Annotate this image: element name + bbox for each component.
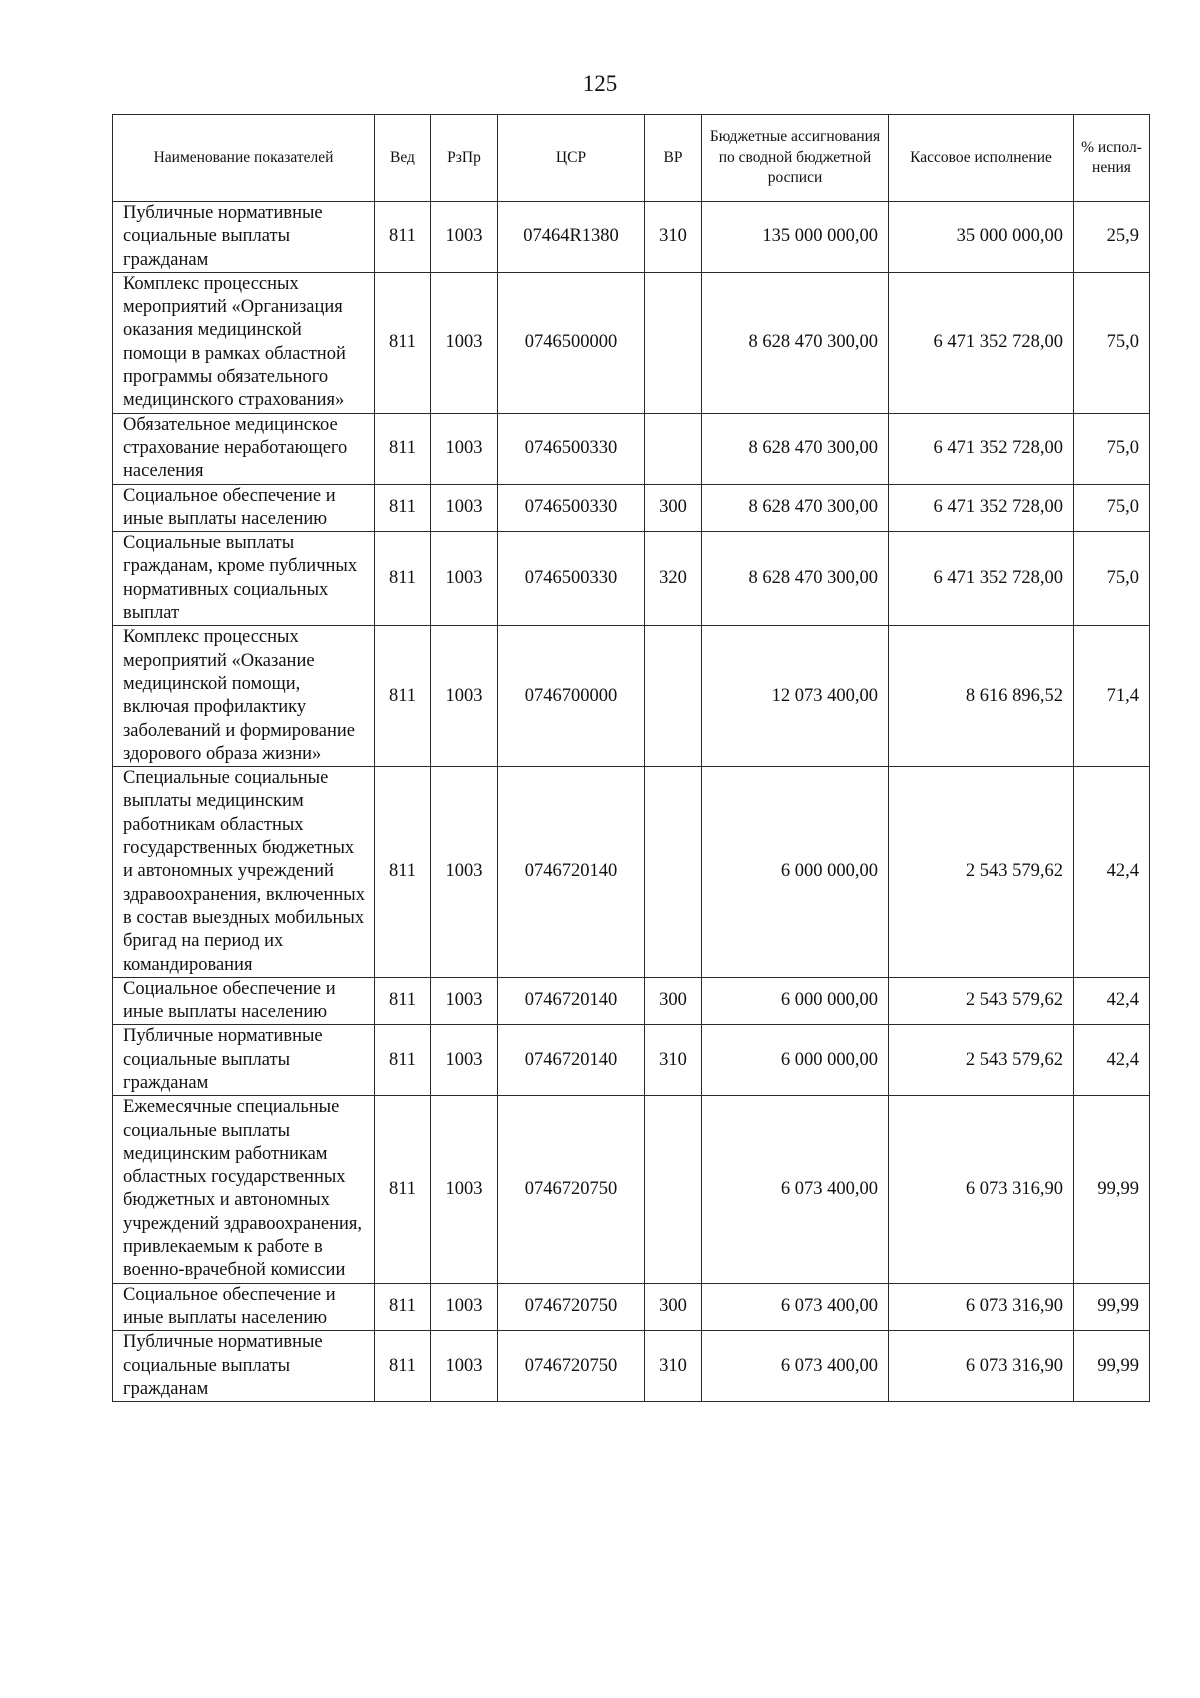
row-cash-execution: 35 000 000,00: [889, 202, 1074, 273]
row-cash-execution: 2 543 579,62: [889, 767, 1074, 978]
header-name: Наименование показателей: [113, 115, 375, 202]
row-ved: 811: [375, 484, 431, 532]
table-row: [113, 1283, 1150, 1331]
table-row: [113, 1025, 1150, 1096]
row-vr: 320: [645, 532, 702, 626]
row-ved: 811: [375, 767, 431, 978]
table-row: [113, 413, 1150, 484]
header-csr: ЦСР: [498, 115, 645, 202]
table-row: [113, 977, 1150, 1025]
row-percent: 25,9: [1074, 202, 1150, 273]
row-percent: 75,0: [1074, 272, 1150, 413]
row-percent: 42,4: [1074, 977, 1150, 1025]
table-row: [113, 532, 1150, 626]
row-percent: 42,4: [1074, 767, 1150, 978]
row-csr: 07464R1380: [498, 202, 645, 273]
row-name: Социальное обеспечение и иные выплаты населению: [113, 484, 375, 532]
row-assignments: 12 073 400,00: [702, 626, 889, 767]
row-cash-execution: 6 073 316,90: [889, 1331, 1074, 1402]
row-name: Публичные нормативные социальные выплаты гражданам: [113, 1025, 375, 1096]
row-rzpr: 1003: [431, 1331, 498, 1402]
row-percent: 75,0: [1074, 532, 1150, 626]
row-csr: 0746720140: [498, 1025, 645, 1096]
row-cash-execution: 8 616 896,52: [889, 626, 1074, 767]
row-percent: 75,0: [1074, 413, 1150, 484]
row-csr: 0746720140: [498, 977, 645, 1025]
row-cash-execution: 6 073 316,90: [889, 1096, 1074, 1283]
row-cash-execution: 2 543 579,62: [889, 977, 1074, 1025]
row-rzpr: 1003: [431, 1283, 498, 1331]
row-cash-execution: 6 471 352 728,00: [889, 413, 1074, 484]
row-cash-execution: 6 073 316,90: [889, 1283, 1074, 1331]
row-rzpr: 1003: [431, 977, 498, 1025]
row-cash-execution: 2 543 579,62: [889, 1025, 1074, 1096]
row-csr: 0746720750: [498, 1283, 645, 1331]
row-csr: 0746720140: [498, 767, 645, 978]
row-rzpr: 1003: [431, 413, 498, 484]
row-name: Социальные выплаты гражданам, кроме публичных нормативных социальных выплат: [113, 532, 375, 626]
header-ved: Вед: [375, 115, 431, 202]
row-vr: 300: [645, 977, 702, 1025]
row-vr: 310: [645, 202, 702, 273]
row-assignments: 8 628 470 300,00: [702, 532, 889, 626]
table-header-row: [113, 115, 1150, 202]
row-percent: 75,0: [1074, 484, 1150, 532]
table-row: [113, 1096, 1150, 1283]
table-row: [113, 1331, 1150, 1402]
row-ved: 811: [375, 413, 431, 484]
row-assignments: 6 073 400,00: [702, 1283, 889, 1331]
row-percent: 99,99: [1074, 1283, 1150, 1331]
row-rzpr: 1003: [431, 484, 498, 532]
row-ved: 811: [375, 1025, 431, 1096]
budget-execution-table: [112, 114, 1150, 1402]
row-rzpr: 1003: [431, 1096, 498, 1283]
row-percent: 42,4: [1074, 1025, 1150, 1096]
row-csr: 0746500330: [498, 532, 645, 626]
row-assignments: 8 628 470 300,00: [702, 413, 889, 484]
header-cash-execution: Кассовое исполнение: [889, 115, 1074, 202]
row-ved: 811: [375, 1331, 431, 1402]
header-percent: % испол-нения: [1074, 115, 1150, 202]
row-ved: 811: [375, 272, 431, 413]
row-name: Социальное обеспечение и иные выплаты населению: [113, 977, 375, 1025]
row-rzpr: 1003: [431, 1025, 498, 1096]
row-cash-execution: 6 471 352 728,00: [889, 484, 1074, 532]
row-ved: 811: [375, 977, 431, 1025]
row-name: Комплекс процессных мероприятий «Оказание медицинской помощи, включая профилактику заболеваний и формирование здорового образа жизни»: [113, 626, 375, 767]
row-csr: 0746720750: [498, 1331, 645, 1402]
row-name: Ежемесячные специальные социальные выплаты медицинским работникам областных государственных бюджетных и автономных учреждений здравоохранения, привлекаемым к работе в военно-врачебной комиссии: [113, 1096, 375, 1283]
row-percent: 99,99: [1074, 1331, 1150, 1402]
row-assignments: 6 073 400,00: [702, 1331, 889, 1402]
row-assignments: 8 628 470 300,00: [702, 272, 889, 413]
table-row: [113, 272, 1150, 413]
page-number: 125: [582, 71, 618, 96]
row-assignments: 135 000 000,00: [702, 202, 889, 273]
row-ved: 811: [375, 626, 431, 767]
row-ved: 811: [375, 1283, 431, 1331]
header-rzpr: РзПр: [431, 115, 498, 202]
row-rzpr: 1003: [431, 532, 498, 626]
row-rzpr: 1003: [431, 767, 498, 978]
row-assignments: 6 073 400,00: [702, 1096, 889, 1283]
row-vr: [645, 1096, 702, 1283]
row-vr: 300: [645, 1283, 702, 1331]
row-percent: 71,4: [1074, 626, 1150, 767]
row-assignments: 6 000 000,00: [702, 1025, 889, 1096]
header-assignments: Бюджетные ассигнования по сводной бюджетной росписи: [702, 115, 889, 202]
row-csr: 0746700000: [498, 626, 645, 767]
row-name: Специальные социальные выплаты медицинским работникам областных государственных бюджетных и автономных учреждений здравоохранения, включенных в состав выездных мобильных бригад на период их командирования: [113, 767, 375, 978]
row-name: Комплекс процессных мероприятий «Организация оказания медицинской помощи в рамках областной программы обязательного медицинского страхования»: [113, 272, 375, 413]
row-ved: 811: [375, 202, 431, 273]
row-csr: 0746500330: [498, 484, 645, 532]
row-assignments: 6 000 000,00: [702, 767, 889, 978]
row-rzpr: 1003: [431, 272, 498, 413]
table-row: [113, 626, 1150, 767]
row-csr: 0746500000: [498, 272, 645, 413]
row-ved: 811: [375, 1096, 431, 1283]
table-row: [113, 484, 1150, 532]
row-name: Социальное обеспечение и иные выплаты населению: [113, 1283, 375, 1331]
row-vr: [645, 626, 702, 767]
table-row: [113, 767, 1150, 978]
table-row: [113, 202, 1150, 273]
row-assignments: 8 628 470 300,00: [702, 484, 889, 532]
row-csr: 0746720750: [498, 1096, 645, 1283]
row-csr: 0746500330: [498, 413, 645, 484]
header-vr: ВР: [645, 115, 702, 202]
row-vr: 300: [645, 484, 702, 532]
row-name: Публичные нормативные социальные выплаты гражданам: [113, 1331, 375, 1402]
row-vr: 310: [645, 1025, 702, 1096]
row-vr: [645, 272, 702, 413]
row-vr: 310: [645, 1331, 702, 1402]
row-percent: 99,99: [1074, 1096, 1150, 1283]
row-cash-execution: 6 471 352 728,00: [889, 532, 1074, 626]
row-vr: [645, 767, 702, 978]
row-assignments: 6 000 000,00: [702, 977, 889, 1025]
row-vr: [645, 413, 702, 484]
row-name: Обязательное медицинское страхование неработающего населения: [113, 413, 375, 484]
row-rzpr: 1003: [431, 202, 498, 273]
row-rzpr: 1003: [431, 626, 498, 767]
row-ved: 811: [375, 532, 431, 626]
row-cash-execution: 6 471 352 728,00: [889, 272, 1074, 413]
row-name: Публичные нормативные социальные выплаты гражданам: [113, 202, 375, 273]
